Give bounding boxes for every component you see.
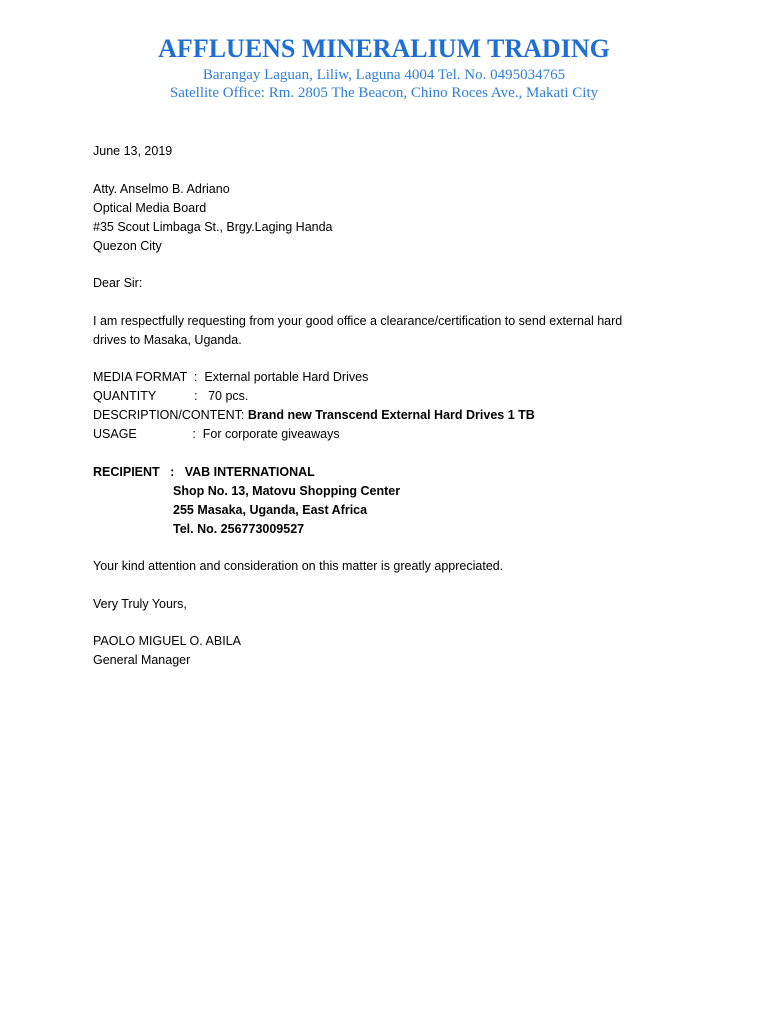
quantity-label: QUANTITY :: [93, 389, 205, 403]
recipient-line-3: Tel. No. 256773009527: [173, 521, 305, 536]
addressee-street: #35 Scout Limbaga St., Brgy.Laging Handa: [93, 219, 333, 234]
media-format-label: MEDIA FORMAT :: [93, 370, 205, 384]
quantity-value: 70 pcs.: [204, 389, 249, 403]
closing: Very Truly Yours,: [93, 596, 187, 611]
intro-line-2: drives to Masaka, Uganda.: [93, 332, 242, 347]
letter-date: June 13, 2019: [93, 144, 173, 158]
company-name: AFFLUENS MINERALIUM TRADING: [158, 34, 610, 63]
recipient-label: RECIPIENT :: [93, 464, 185, 479]
usage-label: USAGE :: [93, 427, 203, 441]
address-line-1: Barangay Laguan, Liliw, Laguna 4004 Tel. No. 0495034765: [202, 67, 566, 83]
addressee-org: Optical Media Board: [93, 200, 207, 215]
description-value: Brand new Transcend External Hard Drives 1 TB: [247, 408, 535, 422]
letter-body: [93, 142, 693, 670]
usage-value: For corporate giveaways: [202, 427, 340, 441]
description-row: [93, 406, 693, 425]
usage-row: [93, 425, 693, 444]
recipient-line-2: 255 Masaka, Uganda, East Africa: [173, 502, 368, 517]
signatory-title: General Manager: [93, 653, 191, 667]
description-label: DESCRIPTION/CONTENT:: [93, 408, 248, 422]
media-format-row: [93, 368, 693, 387]
recipient-line-1: Shop No. 13, Matovu Shopping Center: [173, 483, 401, 498]
recipient-row: [93, 463, 693, 482]
salutation: Dear Sir:: [93, 276, 143, 290]
letterhead: [0, 32, 768, 102]
intro-line-1: I am respectfully requesting from your good office a clearance/certification to send external hard: [93, 313, 623, 328]
closing-paragraph: Your kind attention and consideration on this matter is greatly appreciated.: [93, 559, 504, 573]
signatory-name: PAOLO MIGUEL O. ABILA: [93, 634, 241, 648]
addressee-city: Quezon City: [93, 238, 162, 253]
address-line-2: Satellite Office: Rm. 2805 The Beacon, Chino Roces Ave., Makati City: [169, 85, 599, 101]
addressee-name: Atty. Anselmo B. Adriano: [93, 181, 230, 196]
recipient-name: VAB INTERNATIONAL: [184, 464, 315, 479]
media-format-value: External portable Hard Drives: [204, 370, 369, 384]
quantity-row: [93, 387, 693, 406]
